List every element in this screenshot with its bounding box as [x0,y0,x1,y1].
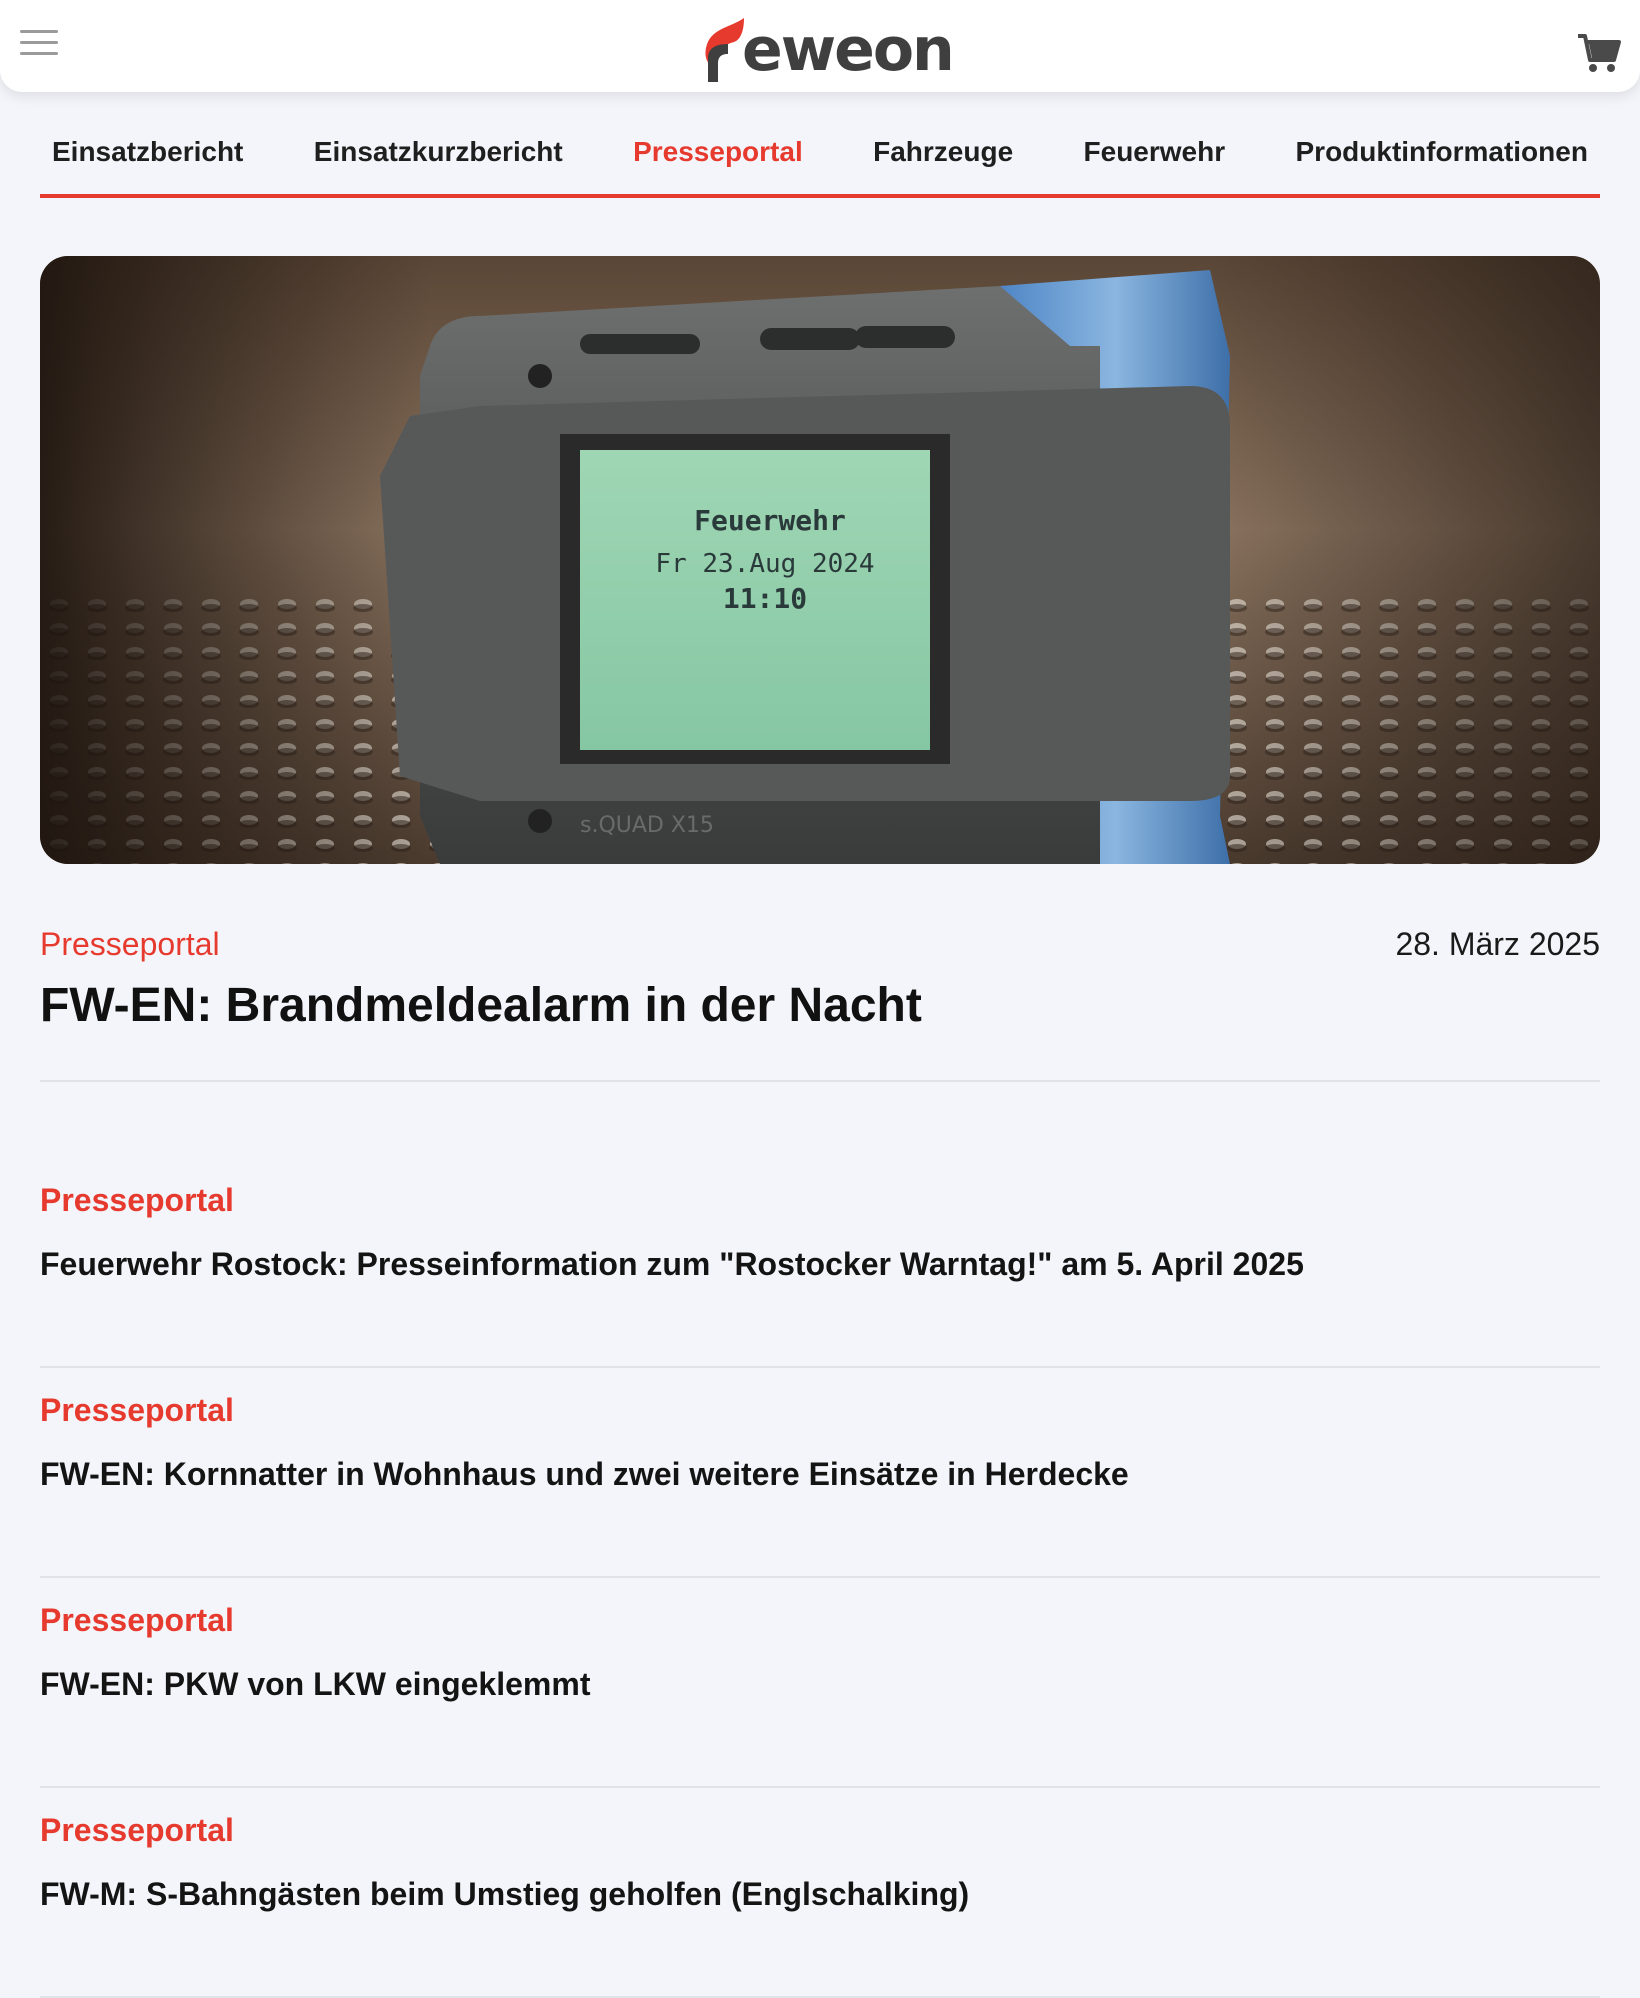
article-category[interactable]: Presseportal [40,1602,234,1638]
category-nav [40,128,1600,200]
article-item[interactable] [40,1158,1600,1368]
article-title[interactable]: Feuerwehr Rostock: Presseinformation zum "Rostocker Warntag!" am 5. April 2025 [40,1246,1304,1282]
article-title[interactable]: FW-M: S-Bahngästen beim Umstieg geholfen (Englschalking) [40,1876,970,1912]
hamburger-menu-icon[interactable] [20,30,60,60]
site-header [0,0,1640,92]
featured-article[interactable] [40,922,1600,1082]
article-category[interactable]: Presseportal [40,1812,234,1848]
nav-item-feuerwehr[interactable]: Feuerwehr [1083,136,1226,167]
nav-item-einsatzbericht[interactable]: Einsatzbericht [52,136,244,167]
nav-item-produktinformationen[interactable]: Produktinformationen [1295,136,1588,167]
nav-item-einsatzkurzbericht[interactable]: Einsatzkurzbericht [313,136,563,167]
article-item[interactable] [40,1578,1600,1788]
article-item[interactable] [40,1788,1600,1998]
article-title[interactable]: FW-EN: Kornnatter in Wohnhaus und zwei weitere Einsätze in Herdecke [40,1456,1129,1492]
device-label: s.QUAD X15 [580,813,714,838]
device-screen-title: Feuerwehr [694,504,846,537]
article-category[interactable]: Presseportal [40,1182,234,1218]
shopping-cart-icon[interactable] [1576,30,1622,76]
article-title[interactable]: FW-EN: PKW von LKW eingeklemmt [40,1666,591,1702]
device-screen-date: Fr 23.Aug 2024 [655,549,875,579]
featured-date: 28. März 2025 [1395,926,1600,962]
hero-image[interactable] [40,256,1600,864]
nav-item-fahrzeuge[interactable]: Fahrzeuge [873,136,1014,167]
featured-category[interactable]: Presseportal [40,926,220,962]
article-category[interactable]: Presseportal [40,1392,234,1428]
article-list [40,1158,1600,1998]
brand-name: eweon [742,15,953,85]
nav-item-presseportal[interactable]: Presseportal [633,136,803,167]
featured-title[interactable]: FW-EN: Brandmeldealarm in der Nacht [40,979,922,1032]
device-screen-time: 11:10 [722,582,808,615]
brand-logo[interactable] [700,12,960,85]
article-item[interactable] [40,1368,1600,1578]
